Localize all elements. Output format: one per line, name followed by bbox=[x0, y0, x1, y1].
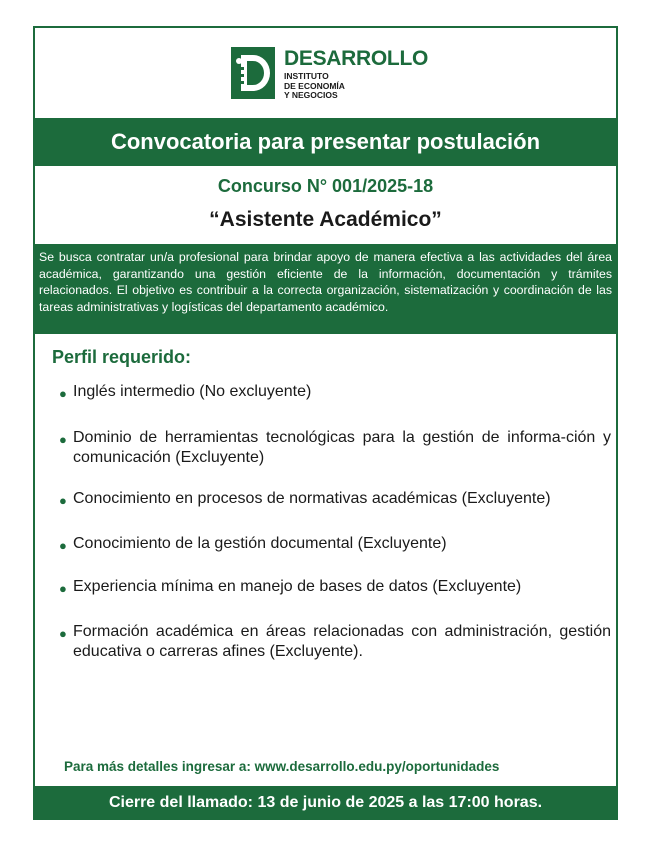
requirement-item: ● Experiencia mínima en manejo de bases de datos (Excluyente) bbox=[59, 577, 611, 599]
bullet-icon: ● bbox=[59, 493, 67, 508]
bullet-icon: ● bbox=[59, 386, 67, 401]
bullet-icon: ● bbox=[59, 626, 67, 641]
bullet-icon: ● bbox=[59, 538, 67, 553]
bullet-icon: ● bbox=[59, 581, 67, 596]
page-title: Convocatoria para presentar postulación bbox=[110, 129, 541, 154]
bullet-icon: ● bbox=[59, 432, 67, 447]
description-text: Se busca contratar un/a profesional para brindar apoyo de manera efectiva a las actividades del área académica, garantizando una gestión eficiente de la información, documentación y trámites relacionados. El objetivo es contribuir a la correcta organización, sistematización y coordinación de las tareas administrativas y logísticas del departamento académico. bbox=[39, 250, 612, 314]
brand-subtitle: INSTITUTO DE ECONOMÍA Y NEGOCIOS bbox=[284, 71, 345, 100]
contest-number: Concurso N° 001/2025-18 bbox=[217, 176, 434, 196]
deadline-banner bbox=[33, 786, 618, 820]
title-banner bbox=[33, 118, 618, 166]
position-title: “Asistente Académico” bbox=[209, 208, 442, 231]
requirement-item: ● Inglés intermedio (No excluyente) bbox=[59, 382, 611, 404]
logo-mark-icon bbox=[231, 47, 275, 99]
brand-name: DESARROLLO bbox=[284, 47, 429, 70]
requirement-item: ● Formación académica en áreas relacionadas con administración, gestión educativa o carreras afines (Excluyente). bbox=[59, 623, 611, 660]
requirement-item: ● Dominio de herramientas tecnológicas para la gestión de informa-ción y comunicación (Excluyente) bbox=[59, 429, 611, 466]
contact-link-text: Para más detalles ingresar a: www.desarrollo.edu.py/oportunidades bbox=[64, 759, 500, 774]
brand-logo bbox=[231, 47, 431, 103]
requirement-item: ● Conocimiento de la gestión documental (Excluyente) bbox=[59, 534, 611, 556]
profile-heading: Perfil requerido: bbox=[52, 347, 192, 367]
deadline-text: Cierre del llamado: 13 de junio de 2025 a las 17:00 horas. bbox=[108, 794, 543, 811]
description-banner bbox=[33, 244, 618, 334]
requirement-item: ● Conocimiento en procesos de normativas académicas (Excluyente) bbox=[59, 489, 611, 511]
